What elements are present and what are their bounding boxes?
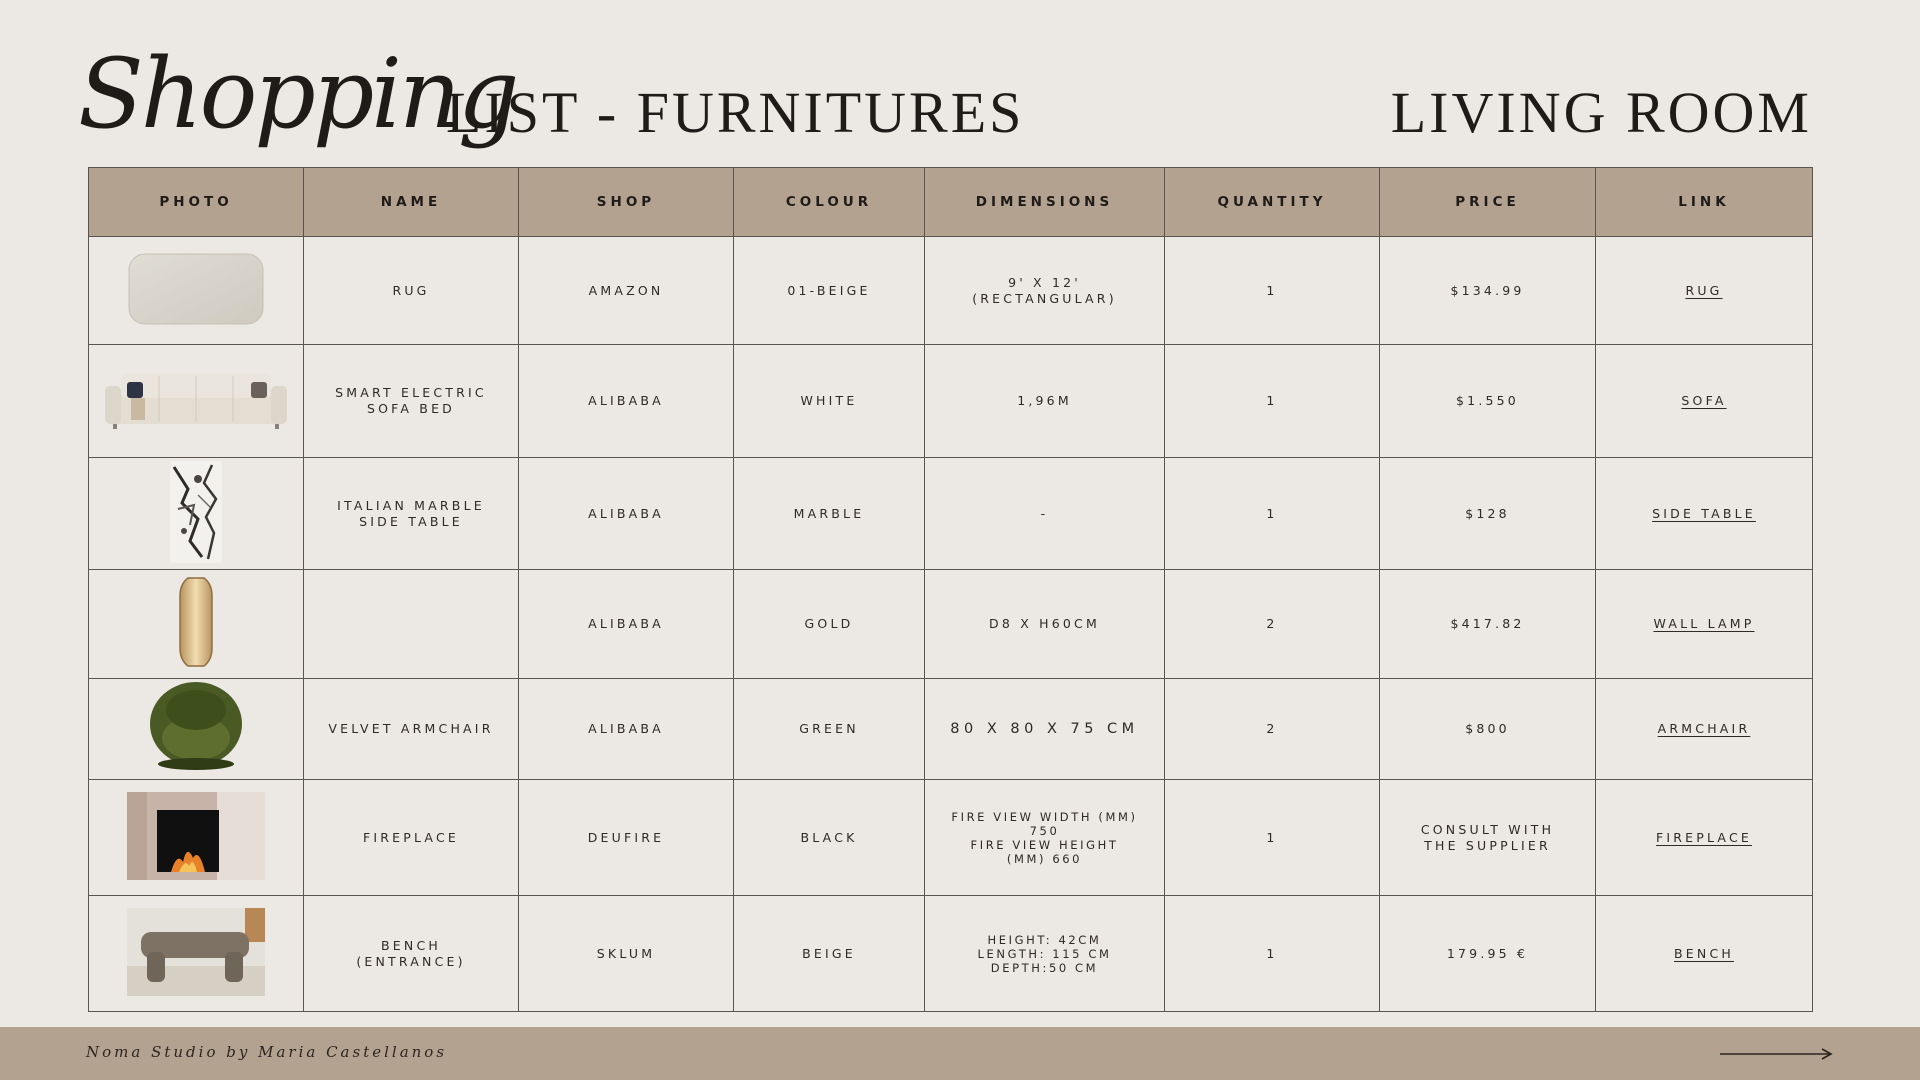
- rug-photo: [126, 251, 266, 327]
- item-quantity: 1: [1165, 457, 1380, 569]
- armchair-photo: [146, 680, 246, 774]
- title-script-word: Shopping: [78, 38, 517, 150]
- item-colour: MARBLE: [734, 457, 925, 569]
- fireplace-photo: [127, 792, 265, 880]
- item-shop: ALIBABA: [519, 570, 734, 678]
- table-header-row: [89, 168, 1813, 237]
- table-row: [89, 345, 1813, 457]
- item-price: CONSULT WITH THE SUPPLIER: [1380, 780, 1596, 896]
- item-link-cell: [1596, 345, 1813, 457]
- item-name: ITALIAN MARBLE SIDE TABLE: [304, 457, 519, 569]
- item-quantity: 1: [1165, 345, 1380, 457]
- item-colour: BEIGE: [734, 896, 925, 1012]
- item-price: $1.550: [1380, 345, 1596, 457]
- item-shop: ALIBABA: [519, 345, 734, 457]
- item-colour: GREEN: [734, 678, 925, 779]
- item-dimensions: 9' X 12' (RECTANGULAR): [925, 237, 1165, 345]
- column-header-name: NAME: [304, 168, 519, 237]
- column-header-shop: SHOP: [519, 168, 734, 237]
- item-shop: AMAZON: [519, 237, 734, 345]
- item-price: 179.95 €: [1380, 896, 1596, 1012]
- item-quantity: 1: [1165, 780, 1380, 896]
- item-link-cell: [1596, 780, 1813, 896]
- item-name: BENCH (ENTRANCE): [304, 896, 519, 1012]
- photo-cell: [89, 237, 304, 345]
- item-dimensions: D8 X H60CM: [925, 570, 1165, 678]
- sofa-photo: [101, 368, 291, 430]
- item-name: VELVET ARMCHAIR: [304, 678, 519, 779]
- photo-cell: [89, 780, 304, 896]
- item-price: $134.99: [1380, 237, 1596, 345]
- item-dimensions: FIRE VIEW WIDTH (MM) 750 FIRE VIEW HEIGHT (MM) 660: [925, 780, 1165, 896]
- item-shop: ALIBABA: [519, 457, 734, 569]
- item-link-cell: [1596, 457, 1813, 569]
- photo-cell: [89, 457, 304, 569]
- item-quantity: 2: [1165, 678, 1380, 779]
- item-link-cell: [1596, 570, 1813, 678]
- item-link[interactable]: SIDE TABLE: [1652, 505, 1756, 521]
- marble-side-table-photo: [168, 459, 224, 565]
- item-colour: 01-BEIGE: [734, 237, 925, 345]
- photo-cell: [89, 896, 304, 1012]
- item-dimensions: HEIGHT: 42CM LENGTH: 115 CM DEPTH:50 CM: [925, 896, 1165, 1012]
- item-dimensions: 1,96M: [925, 345, 1165, 457]
- item-price: $128: [1380, 457, 1596, 569]
- column-header-colour: COLOUR: [734, 168, 925, 237]
- item-quantity: 2: [1165, 570, 1380, 678]
- item-colour: BLACK: [734, 780, 925, 896]
- item-colour: WHITE: [734, 345, 925, 457]
- item-quantity: 1: [1165, 237, 1380, 345]
- item-price: $417.82: [1380, 570, 1596, 678]
- item-shop: ALIBABA: [519, 678, 734, 779]
- column-header-link: LINK: [1596, 168, 1813, 237]
- item-name: RUG: [304, 237, 519, 345]
- page-title: LIST - FURNITURES: [446, 80, 1025, 145]
- item-link-cell: [1596, 896, 1813, 1012]
- table-row: [89, 678, 1813, 779]
- item-name: [304, 570, 519, 678]
- footer-bar: [0, 1027, 1920, 1080]
- item-dimensions: -: [925, 457, 1165, 569]
- item-shop: DEUFIRE: [519, 780, 734, 896]
- item-link-cell: [1596, 678, 1813, 779]
- table-row: [89, 780, 1813, 896]
- column-header-price: PRICE: [1380, 168, 1596, 237]
- item-link[interactable]: BENCH: [1674, 945, 1734, 961]
- item-link[interactable]: RUG: [1685, 282, 1723, 298]
- column-header-quantity: QUANTITY: [1165, 168, 1380, 237]
- item-link[interactable]: WALL LAMP: [1653, 615, 1755, 631]
- item-dimensions: 80 X 80 X 75 CM: [925, 678, 1165, 779]
- bench-photo: [127, 908, 265, 996]
- item-link[interactable]: SOFA: [1681, 393, 1727, 409]
- table-row: [89, 457, 1813, 569]
- item-shop: SKLUM: [519, 896, 734, 1012]
- photo-cell: [89, 345, 304, 457]
- column-header-photo: PHOTO: [89, 168, 304, 237]
- item-link[interactable]: FIREPLACE: [1655, 829, 1752, 845]
- item-quantity: 1: [1165, 896, 1380, 1012]
- table-row: [89, 570, 1813, 678]
- footer-credit: Noma Studio by Maria Castellanos: [86, 1043, 448, 1061]
- shopping-list-table: [88, 167, 1813, 1012]
- room-title: LIVING ROOM: [1390, 80, 1812, 145]
- item-link[interactable]: ARMCHAIR: [1657, 720, 1751, 736]
- arrow-right-icon[interactable]: [1718, 1044, 1836, 1064]
- item-link-cell: [1596, 237, 1813, 345]
- column-header-dimensions: DIMENSIONS: [925, 168, 1165, 237]
- item-price: $800: [1380, 678, 1596, 779]
- photo-cell: [89, 570, 304, 678]
- photo-cell: [89, 678, 304, 779]
- item-name: FIREPLACE: [304, 780, 519, 896]
- table-row: [89, 896, 1813, 1012]
- item-name: SMART ELECTRIC SOFA BED: [304, 345, 519, 457]
- wall-lamp-photo: [176, 574, 216, 670]
- table-row: [89, 237, 1813, 345]
- item-colour: GOLD: [734, 570, 925, 678]
